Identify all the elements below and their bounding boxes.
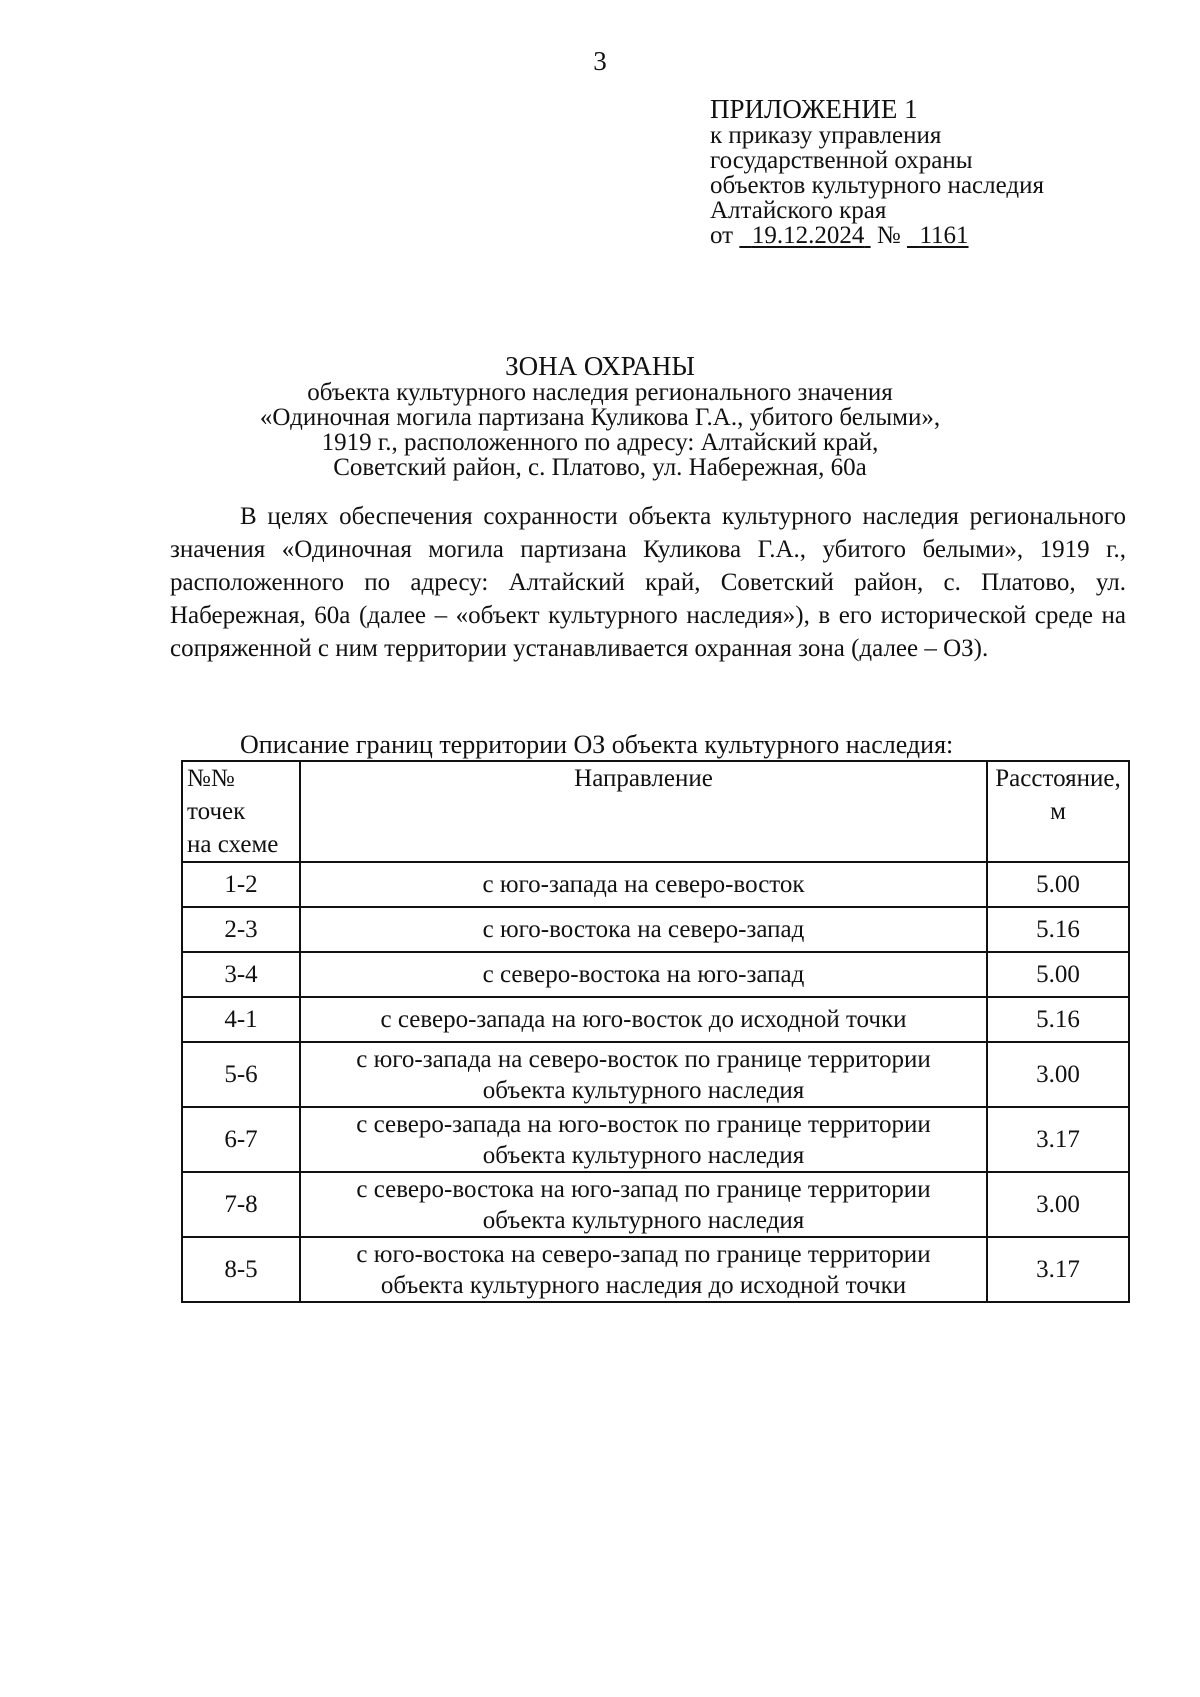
zone-title-line: «Одиночная могила партизана Куликова Г.А., убитого белыми»,: [259, 404, 941, 431]
appendix-line: объектов культурного наследия: [710, 172, 1044, 199]
row-direction: с северо-востока на юго-запад: [300, 952, 987, 997]
header-distance: Расстояние, м: [987, 761, 1129, 862]
appendix-line: к приказу управления: [710, 122, 942, 149]
appendix-title: ПРИЛОЖЕНИЕ 1: [710, 94, 918, 124]
intro-paragraph: В целях обеспечения сохранности объекта культурного наследия регионального значения «Одиночная могила партизана Куликова Г.А., убитого белыми», 1919 г., расположенного по адресу: Алтайский край, Советский район, с. Платово, ул. Набережная, 60а (далее – «объект культурного наследия»), в его исторической среде на сопряженной с ним территории устанавливается охранная зона (далее – ОЗ).: [170, 503, 1126, 662]
date-prefix: от: [710, 222, 734, 249]
header-direction: Направление: [300, 761, 987, 862]
header-point-numbers: №№ точек на схеме: [182, 761, 300, 862]
order-date: 19.12.2024: [751, 222, 865, 249]
zone-title-block: [0, 352, 1200, 480]
appendix-line: Алтайского края: [710, 197, 887, 224]
table-row: [182, 1172, 1129, 1237]
row-points: 4-1: [182, 997, 300, 1042]
zone-heading: ЗОНА ОХРАНЫ: [505, 351, 695, 381]
zone-title-line: Советский район, с. Платово, ул. Набережная, 60а: [333, 454, 867, 481]
row-points: 2-3: [182, 907, 300, 952]
row-distance: 3.17: [987, 1237, 1129, 1302]
zone-title-line: 1919 г., расположенного по адресу: Алтайский край,: [321, 429, 879, 456]
zone-title-line: объекта культурного наследия регионального значения: [307, 379, 893, 406]
page-number: 3: [593, 46, 607, 76]
table-row: [182, 1107, 1129, 1172]
row-distance: 3.00: [987, 1172, 1129, 1237]
table-row: [182, 1237, 1129, 1302]
row-direction: с северо-запада на юго-восток до исходной точки: [300, 997, 987, 1042]
row-distance: 5.16: [987, 907, 1129, 952]
number-prefix: №: [876, 222, 901, 249]
row-distance: 5.16: [987, 997, 1129, 1042]
order-number: 1161: [919, 222, 969, 249]
order-date-line: [710, 223, 1044, 248]
table-row: [182, 997, 1129, 1042]
row-direction: с северо-востока на юго-запад по границе территории объекта культурного наследия: [300, 1172, 987, 1237]
row-points: 6-7: [182, 1107, 300, 1172]
row-distance: 3.17: [987, 1107, 1129, 1172]
table-row: [182, 907, 1129, 952]
row-points: 7-8: [182, 1172, 300, 1237]
row-distance: 5.00: [987, 952, 1129, 997]
boundary-table: [181, 760, 1130, 1303]
table-row: [182, 952, 1129, 997]
appendix-line: государственной охраны: [710, 147, 973, 174]
row-points: 5-6: [182, 1042, 300, 1107]
row-direction: с юго-востока на северо-запад по границе территории объекта культурного наследия до исходной точки: [300, 1237, 987, 1302]
appendix-block: [710, 95, 1044, 248]
row-points: 3-4: [182, 952, 300, 997]
row-points: 8-5: [182, 1237, 300, 1302]
row-distance: 3.00: [987, 1042, 1129, 1107]
table-caption: Описание границ территории ОЗ объекта культурного наследия:: [240, 730, 954, 759]
row-distance: 5.00: [987, 862, 1129, 907]
table-row: [182, 1042, 1129, 1107]
row-direction: с юго-востока на северо-запад: [300, 907, 987, 952]
table-row: [182, 862, 1129, 907]
row-direction: с юго-запада на северо-восток: [300, 862, 987, 907]
row-direction: с северо-запада на юго-восток по границе территории объекта культурного наследия: [300, 1107, 987, 1172]
table-header-row: [182, 761, 1129, 862]
row-points: 1-2: [182, 862, 300, 907]
row-direction: с юго-запада на северо-восток по границе территории объекта культурного наследия: [300, 1042, 987, 1107]
